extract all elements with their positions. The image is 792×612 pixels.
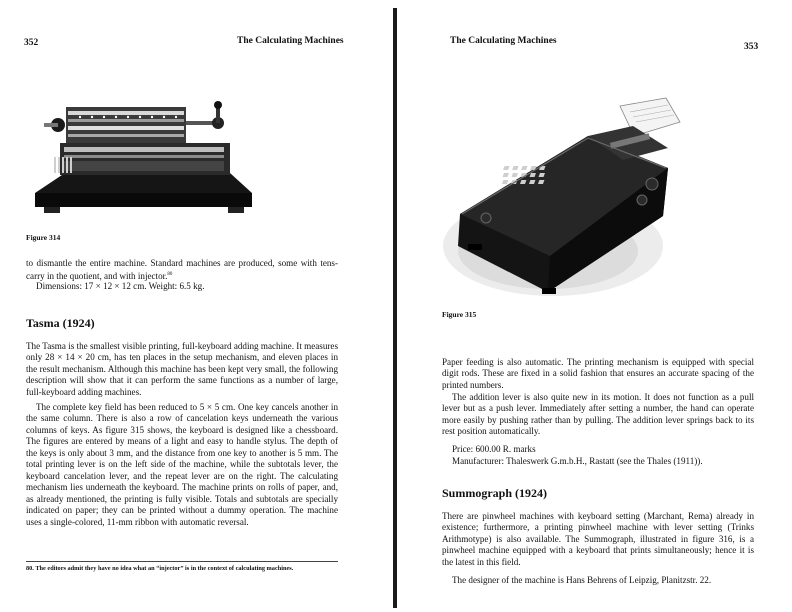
tasma-paragraph-4: The addition lever is also quite new in its motion. It does not function as a pull lever but as a push lever. Immediately after setting a number, the hand can operate more easily by pushing rather than by pulling. The addition lever springs back to its rest position automatically.: [442, 392, 754, 437]
manufacturer-line: Manufacturer: Thaleswerk G.m.b.H., Rastatt (see the Thales (1911)).: [452, 456, 703, 466]
footnote-rule: [26, 561, 338, 562]
page-number-left: 352: [24, 38, 39, 48]
section-heading-summograph: Summograph (1924): [442, 486, 548, 500]
book-gutter: [393, 8, 397, 608]
dimensions-line: Dimensions: 17 × 12 × 12 cm. Weight: 6.5 kg.: [36, 281, 205, 291]
tasma-paragraph-1: The Tasma is the smallest visible printing, full-keyboard adding machine. It measures only 28 × 14 × 20 cm, has ten places in the setup mechanism, and eleven places in the result mechanism. Although this machine has been kept very small, the following description will show that it can perform the same functions as a number of large, full-keyboard adding machines.: [26, 341, 338, 397]
footnote-80: 80. The editors admit they have no idea what an “injector” is in the context of calculating machines.: [26, 565, 294, 572]
running-head-left: The Calculating Machines: [237, 36, 344, 46]
right-page: [398, 0, 792, 612]
figure-314-image: [30, 95, 255, 225]
figure-314-caption: Figure 314: [26, 233, 61, 242]
summograph-paragraph-2: The designer of the machine is Hans Behrens of Leipzig, Planitzstr. 22.: [452, 575, 712, 585]
tasma-paragraph-3: Paper feeding is also automatic. The printing mechanism is equipped with special digit rods. These are fixed in a solid fashion that ensures an accurate spacing of the printed numbers.: [442, 357, 754, 390]
figure-315-image: [438, 96, 703, 301]
footnote-ref-80: 80: [167, 272, 173, 278]
running-head-right: The Calculating Machines: [450, 36, 557, 46]
tasma-paragraph-2: The complete key field has been reduced to 5 × 5 cm. One key cancels another in the same column. There is also a row of cancelation keys underneath the various columns of keys. As figure 315 shows, the keyboard is designed like a chessboard. The figures are entered by means of a light and easy to handle stylus. The depth of the keys is only about 3 mm, and the distance from one key to another is 5 mm. The total printing lever is on the left side of the machine, while the subtotals lever, the keyboard cancelation lever, and the repeat lever are on the right. The calculating mechanism lies underneath the keyboard. The machine prints on rolls of paper, and, as already mentioned, the printing is fully visible. Totals and subtotals are specially indicated on paper; they can be printed without a dummy operation. The machine uses a single-colored, 11-mm ribbon with automatic reversal.: [26, 402, 338, 527]
continuation-paragraph: to dismantle the entire machine. Standard machines are produced, some with tens-carry in the quotient, and with injector.$^{80}$: [26, 258, 338, 282]
price-line: Price: 600.00 R. marks: [452, 444, 536, 454]
section-heading-tasma: Tasma (1924): [26, 316, 95, 330]
figure-315-caption: Figure 315: [442, 310, 477, 319]
left-page: [0, 0, 394, 612]
pinwheel-calculator-photo-icon: [35, 101, 252, 213]
page-number-right: 353: [744, 42, 759, 52]
tasma-adding-machine-photo-icon: [443, 98, 680, 296]
summograph-paragraph-1: There are pinwheel machines with keyboard setting (Marchant, Rema) already in existence; furthermore, a printing pinwheel machine with lever setting (Trinks Arithmotype) is also available. The Summograph, illustrated in figure 316, is a pinwheel machine equipped with a keyboard that prints simultaneously; hence it is the latest in this field.: [442, 511, 754, 567]
